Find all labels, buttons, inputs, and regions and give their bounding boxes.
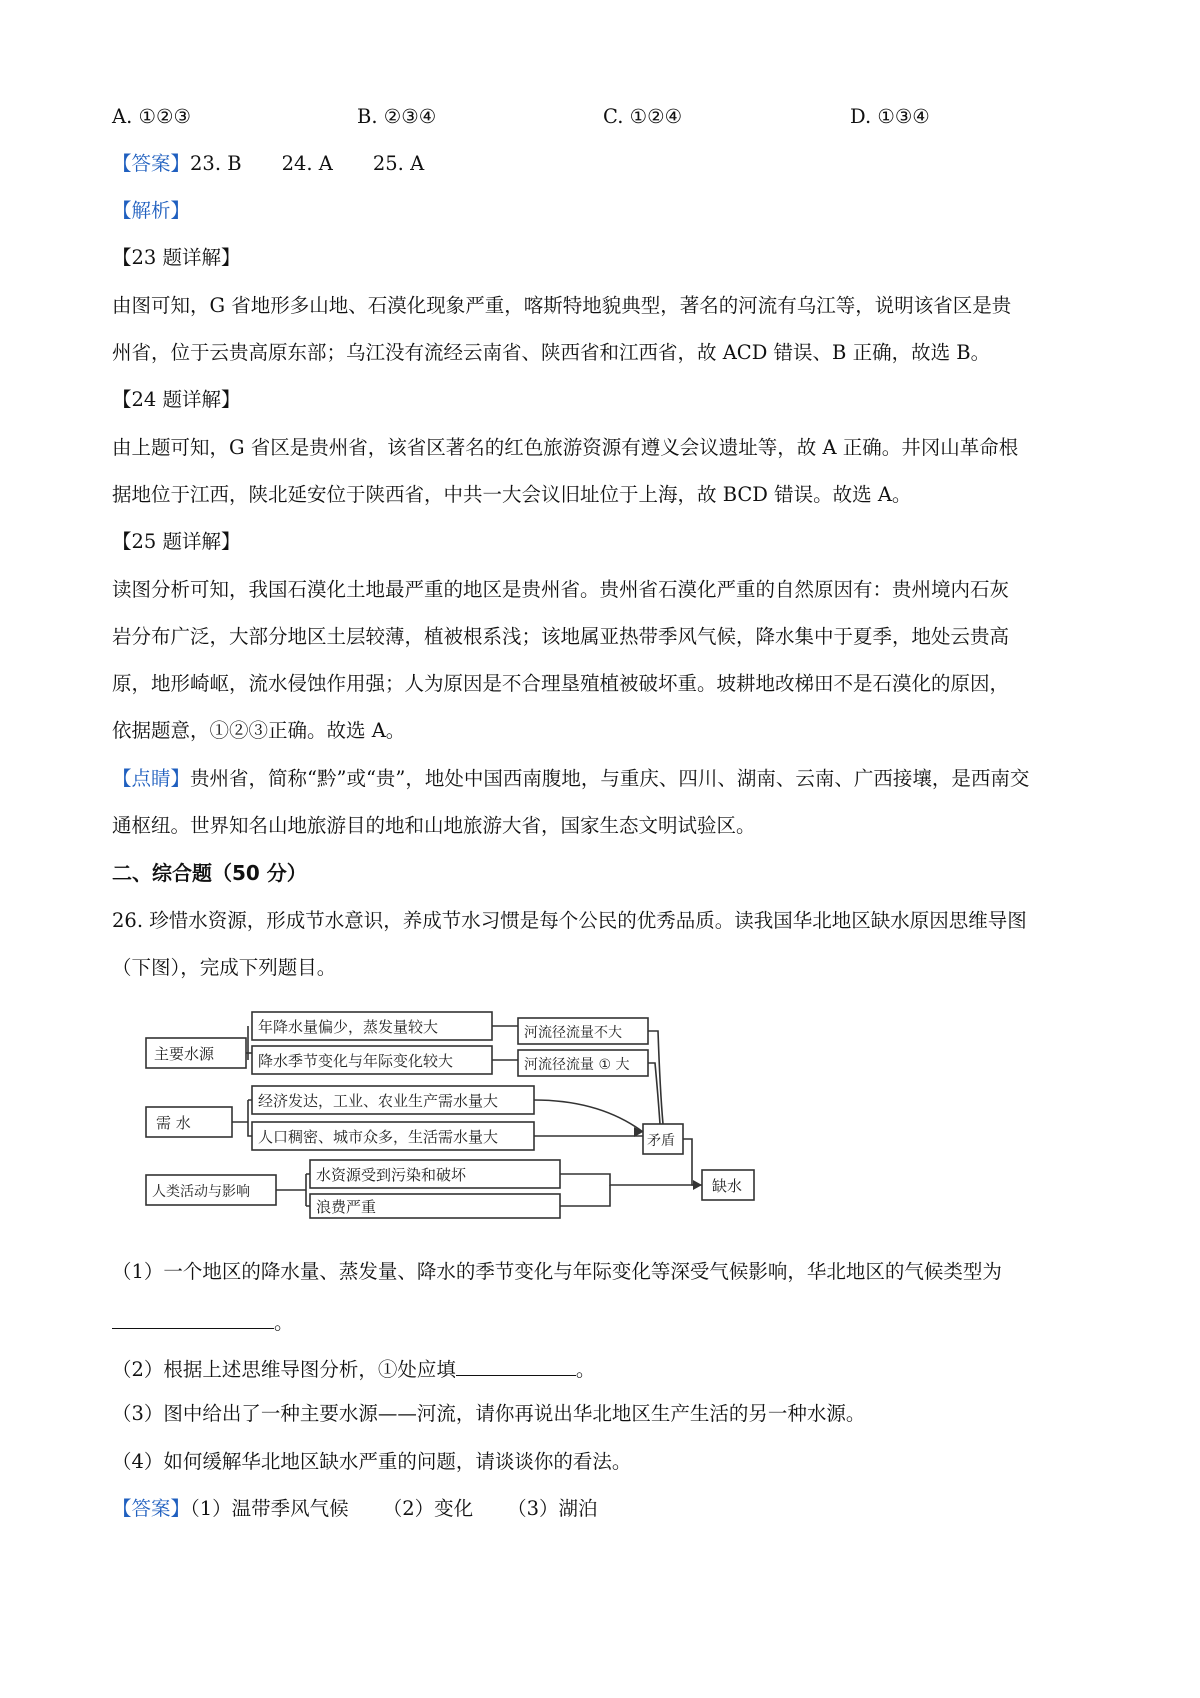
q26-sub4: （4）如何缓解华北地区缺水严重的问题，请谈谈你的看法。 xyxy=(112,1450,632,1473)
mm-r1: 河流径流量不大 xyxy=(524,1025,622,1041)
option-d: D. ①③④ xyxy=(850,105,930,128)
q26-sub2 xyxy=(112,1353,595,1384)
answer-25: 25. A xyxy=(372,152,425,175)
mm-r2: 河流径流量 ① 大 xyxy=(524,1057,630,1073)
analysis-tag: 【解析】 xyxy=(112,199,191,222)
sub2-text: （2）根据上述思维导图分析，①处应填 xyxy=(112,1358,456,1381)
mm-h1: 水资源受到污染和破坏 xyxy=(316,1166,467,1184)
q25-line-4: 依据题意，①②③正确。故选 A。 xyxy=(112,719,406,742)
option-c: C. ①②④ xyxy=(603,105,683,128)
answer-tag: 【答案】 xyxy=(112,152,191,175)
dianjing-line-1 xyxy=(112,765,1029,793)
mm-h2: 浪费严重 xyxy=(316,1198,377,1216)
mm-d2: 人口稠密、城市众多，生活需水量大 xyxy=(258,1128,499,1146)
dianjing-text-1: 贵州省，简称“黔”或“贵”，地处中国西南腹地，与重庆、四川、湖南、云南、广西接壤，是西南交 xyxy=(190,767,1030,790)
q24-line-1: 由上题可知，G 省区是贵州省，该省区著名的红色旅游资源有遵义会议遗址等，故 A 正确。井冈山革命根 xyxy=(112,436,1019,459)
answer2-2: （2）变化 xyxy=(382,1497,474,1520)
sub1-answer-blank[interactable] xyxy=(112,1306,274,1329)
mm-human: 人类活动与影响 xyxy=(152,1184,250,1200)
q26-sub1-line-1: （1）一个地区的降水量、蒸发量、降水的季节变化与年际变化等深受气候影响，华北地区的气候类型为 xyxy=(112,1260,1002,1283)
sub2-answer-blank[interactable] xyxy=(456,1353,576,1376)
answer-24: 24. A xyxy=(281,152,333,175)
q24-heading: 【24 题详解】 xyxy=(112,388,241,411)
q26-stem-1: 26. 珍惜水资源，形成节水意识，养成节水习惯是每个公民的优秀品质。读我国华北地区缺水原因思维导图 xyxy=(112,909,1027,932)
q24-line-2: 据地位于江西，陕北延安位于陕西省，中共一大会议旧址位于上海，故 BCD 错误。故选 A。 xyxy=(112,483,912,506)
answer2-tag: 【答案】 xyxy=(112,1497,191,1520)
answer-line-2 xyxy=(112,1495,598,1523)
mm-conflict: 矛盾 xyxy=(647,1133,675,1149)
q23-line-1: 由图可知，G 省地形多山地、石漠化现象严重，喀斯特地貌典型，著名的河流有乌江等，说明该省区是贵 xyxy=(112,294,1012,317)
section-title: 二、综合题（50 分） xyxy=(112,861,307,885)
option-a: A. ①②③ xyxy=(112,105,191,128)
sub1-end: 。 xyxy=(274,1311,294,1334)
q25-line-2: 岩分布广泛，大部分地区土层较薄，植被根系浅；该地属亚热带季风气候，降水集中于夏季，地处云贵高 xyxy=(112,625,1010,648)
answer-line-1 xyxy=(112,150,424,178)
mm-shortage: 缺水 xyxy=(712,1177,743,1195)
q26-sub1-line-2 xyxy=(112,1306,294,1337)
mind-map-diagram xyxy=(140,1000,800,1220)
dianjing-tag: 【点睛】 xyxy=(112,767,191,790)
mm-d1: 经济发达，工业、农业生产需水量大 xyxy=(258,1092,499,1110)
q23-line-2: 州省，位于云贵高原东部；乌江没有流经云南省、陕西省和江西省，故 ACD 错误、B 正确，故选 B。 xyxy=(112,341,991,364)
q25-line-1: 读图分析可知，我国石漠化土地最严重的地区是贵州省。贵州省石漠化严重的自然原因有：贵州境内石灰 xyxy=(112,578,1010,601)
mm-s2: 降水季节变化与年际变化较大 xyxy=(258,1052,454,1070)
mm-demand: 需 水 xyxy=(156,1114,191,1132)
mm-s1: 年降水量偏少，蒸发量较大 xyxy=(258,1018,439,1036)
option-b: B. ②③④ xyxy=(357,105,437,128)
q26-sub3: （3）图中给出了一种主要水源——河流，请你再说出华北地区生产生活的另一种水源。 xyxy=(112,1402,866,1425)
q25-line-3: 原，地形崎岖，流水侵蚀作用强；人为原因是不合理垦殖植被破坏重。坡耕地改梯田不是石漠化的原因， xyxy=(112,672,1010,695)
answer2-1: （1）温带季风气候 xyxy=(190,1497,349,1520)
q26-stem-2: （下图），完成下列题目。 xyxy=(112,956,337,979)
sub2-end: 。 xyxy=(575,1358,596,1381)
mm-source: 主要水源 xyxy=(154,1045,215,1063)
answer-23: 23. B xyxy=(190,152,242,175)
dianjing-line-2: 通枢纽。世界知名山地旅游目的地和山地旅游大省，国家生态文明试验区。 xyxy=(112,814,756,837)
answer2-3: （3）湖泊 xyxy=(507,1497,598,1520)
q23-heading: 【23 题详解】 xyxy=(112,246,241,269)
q25-heading: 【25 题详解】 xyxy=(112,530,241,553)
